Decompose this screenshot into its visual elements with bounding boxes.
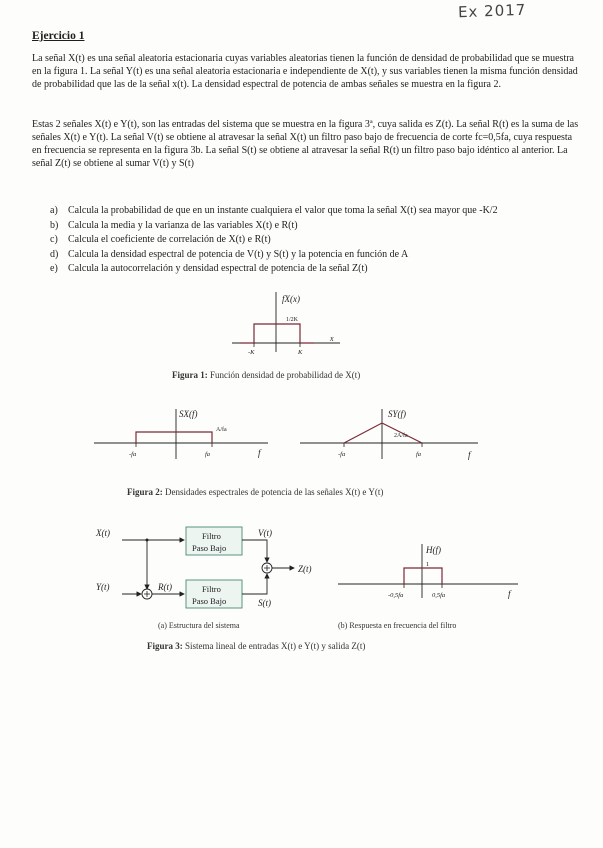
filter-block-top [186,527,242,555]
fig2-right-ylabel: SY(f) [388,409,406,419]
question-d: d) Calcula la densidad espectral de potencia de V(t) y S(t) y la potencia en función de A [50,248,409,260]
fig3-input-x: X(t) [96,528,110,538]
fig3a-subcaption: (a) Estructura del sistema [158,621,240,630]
fig3b-h-curve [404,568,442,584]
svg-text:Paso Bajo: Paso Bajo [192,596,227,606]
fig3b-level: 1 [426,561,430,568]
fig2-left-tick-left: -fa [129,451,137,458]
fig2-right-axis-label: f [468,450,471,460]
exercise-title: Ejercicio 1 [32,30,85,42]
figure-2-sx [92,407,272,472]
fig3b-tick-left: -0,5fa [388,592,404,599]
fig1-tick-right: K [298,349,303,356]
fig3-signal-v: V(t) [258,528,272,538]
fig1-tick-left: -K [248,349,255,356]
filter-block-bottom [186,580,242,608]
svg-text:Filtro: Filtro [202,584,221,594]
fig3b-ylabel: H(f) [426,545,441,555]
figure-3b-filter-response [336,540,521,610]
fig2-caption: Figura 2: Densidades espectrales de potencia de las señales X(t) e Y(t) [127,487,384,497]
sum-node-r [142,589,152,599]
fig2-right-tick-left: -fa [338,451,346,458]
fig1-caption: Figura 1: Función densidad de probabilidad de X(t) [172,370,361,380]
sum-node-z [262,563,272,573]
paragraph-system: Estas 2 señales X(t) e Y(t), son las entradas del sistema que se muestra en la figura 3ª, cuya salida es Z(t). La señal R(t) es la suma de las señales X(t) e Y(t). La señal V(t) se obtiene al atravesar la señal X(t) un filtro paso bajo de frecuencia de corte fc=0,5fa, cuya respuesta en frecuencia se representa en la figura 3b. La señal S(t) se obtiene al atravesar la señal R(t) un filtro paso bajo idéntico al anterior. La señal Z(t) se obtiene al sumar V(t) y S(t) [32,119,579,169]
fig2-left-ylabel: SX(f) [179,409,198,419]
fig3b-tick-right: 0,5fa [432,592,446,599]
figure-2-sy [298,407,483,472]
question-b: b) Calcula la media y la varianza de las variables X(t) e R(t) [50,219,298,231]
fig2-left-tick-right: fa [205,451,211,458]
question-c: c) Calcula el coeficiente de correlación de X(t) e R(t) [50,234,271,245]
fig2-right-tick-right: fa [416,451,422,458]
fig1-xlabel: x [330,334,334,343]
fig2-sy-curve [344,423,422,443]
fig3b-subcaption: (b) Respuesta en frecuencia del filtro [338,621,457,630]
paragraph-intro: La señal X(t) es una señal aleatoria estacionaria cuyas variables aleatorias tienen la función de densidad de probabilidad que se muestra en la figura 1. La señal Y(t) es una señal aleatoria estacionaria e independiente de X(t), y sus variables tienen la misma función densidad de probabilidad que las de la señal x(t). La densidad espectral de potencia de ambas señales se muestra en la figura 2. [32,53,578,90]
fig3-caption: Figura 3: Sistema lineal de entradas X(t) e Y(t) y salida Z(t) [147,641,366,651]
fig2-left-level: A/fa [216,427,227,433]
svg-text:Filtro: Filtro [202,531,221,541]
fig3-signal-s: S(t) [258,598,271,608]
figure-3a-block-diagram [92,524,332,619]
fig2-sx-curve [136,432,212,443]
figure-1-pdf [228,290,348,365]
fig3-input-y: Y(t) [96,582,110,592]
question-a: a) Calcula la probabilidad de que en un instante cualquiera el valor que toma la señal X(t) sea mayor que -K/2 [50,205,498,216]
svg-text:Paso Bajo: Paso Bajo [192,543,227,553]
handwritten-note: Ex 2017 [457,0,527,22]
fig1-level: 1/2K [286,317,298,323]
questions-list [50,204,580,277]
fig2-left-axis-label: f [258,448,261,458]
fig3b-axis-label: f [508,589,511,599]
fig3-output-z: Z(t) [298,564,312,574]
fig1-ylabel: fX(x) [282,294,300,304]
question-e: e) Calcula la autocorrelación y densidad espectral de potencia de la señal Z(t) [50,263,368,274]
fig2-right-level: 2A/fa [394,433,408,439]
fig3-signal-r: R(t) [158,582,172,592]
fig1-pdf-curve [240,324,314,343]
